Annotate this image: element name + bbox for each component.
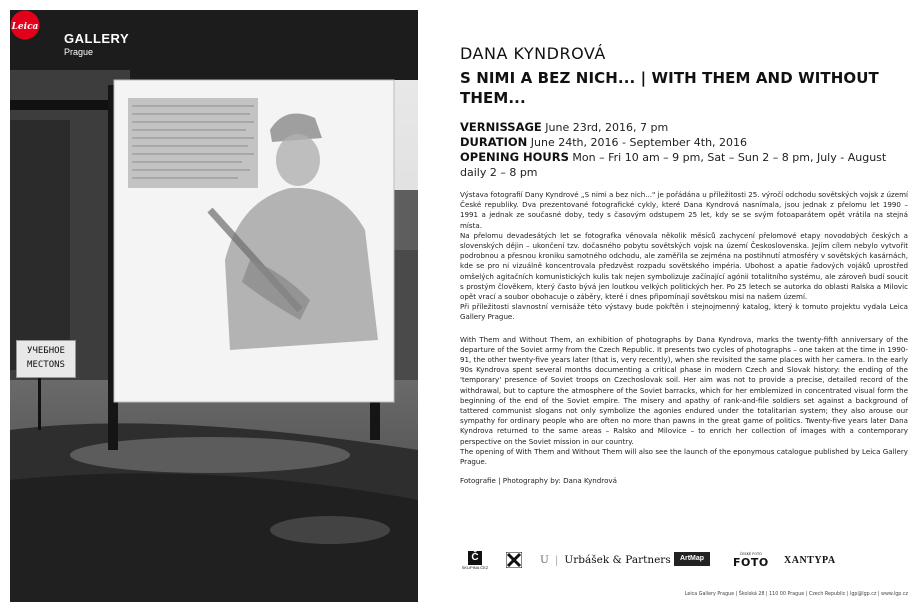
urbasek-name: Urbášek & Partners [564, 554, 671, 566]
street-sign-line2: МЕСТОNS [27, 360, 65, 370]
street-sign [16, 340, 76, 378]
exhibition-info [460, 120, 908, 180]
czech-paragraph-3: Při příležitosti slavnostní vernisáže této výstavy bude pokřtěn i stejnojmenný katalog, který k tomuto projektu vydala Leica Gallery Prague. [460, 302, 908, 322]
skupina-cez-caption: SKUPINA ČEZ [461, 565, 489, 570]
leica-logo-icon [10, 10, 40, 40]
xantypa-logo: XANTYPA [784, 555, 836, 566]
vernissage-label: VERNISSAGE [460, 120, 542, 134]
artmap-logo: ArtMap [674, 552, 710, 566]
foto-logo-text: FOTO [733, 556, 769, 569]
czech-paragraph-1: Výstava fotografií Dany Kyndrové „S nimi a bez nich..." je pořádána u příležitosti 25. výročí odchodu sovětských vojsk z území České republiky. Dva prezentované fotografické cykly, které Dana Kyndrová nasnímala, jsou jednak z přelomu let 1990 – 1991 a jednak ze současné doby, tedy s časovým odstupem 25 let, kdy se se svým fotoaparátem opět vrátila na stejná místa. [460, 190, 908, 230]
gallery-name: GALLERY [64, 31, 130, 46]
duration-label: DURATION [460, 135, 528, 149]
photo-illustration [10, 10, 418, 602]
vernissage-value: June 23rd, 2016, 7 pm [545, 121, 669, 134]
czech-text [460, 190, 908, 323]
exhibition-title: S NIMI A BEZ NICH... | WITH THEM AND WITHOUT THEM... [460, 69, 879, 107]
duration-value: June 24th, 2016 - September 4th, 2016 [530, 136, 748, 149]
x-logo-icon [506, 552, 522, 568]
english-paragraph-1: With Them and Without Them, an exhibition of photographs by Dana Kyndrova, marks the twenty-fifth anniversary of the departure of the Soviet army from the Czech Republic. It presents two cycles of photographs – one taken at the time in 1990-91, the other twenty-five years later (that is, very recently), when she revisited the same places with her camera. In the early 90s Kyndrova spent several months documenting a critical phase in modern Czech and Slovak history: the ending of the 'temporary' presence of Soviet troops on Czechoslovak soil. Her aim was not to provide a precise, detailed record of the withdrawal, but to capture the atmosphere of the Soviet barracks, which for her emblemized in concentrated visual form the beginning of the end of the Soviet empire. The misery and apathy of rank-and-file soldiers set against a background of tattered communist slogans not only symbolize the agonies endured under the totalitarian system; they also arouse our sympathy for ordinary people who are often no more than pawns in the great game of politics. Twenty-five years later Dana Kyndrova returned to the same areas – Ralsko and Milovice – to enrich her collection of images with a contemporary perspective on the Soviet mission in our country. [460, 334, 908, 446]
czech-paragraph-2: Na přelomu devadesátých let se fotografka věnovala několik měsíců zachycení přelomové etapy novodobých českých a slovenských dějin – ukončení tzv. dočasného pobytu sovětských vojsk na území Československa. Jejím cílem nebylo vytvořit podrobnou a přesnou kroniku samotného odchodu, ale zaměřila se zejména na postihnutí atmosféry v sovětských kasárnách, kde se pro ni vizuálně koncentrovala předzvěst rozpadu sovětského impéria. Ubohost a apatie řadových vojáků uprostřed omšelých agitačních komunistických kulis tak nejen symbolizuje začínající agónii totalitního systému, ale zároveň budí soucit s prostým člověkem, který často bývá jen loutkou velkých politických her. Po 25 letech se autorka do oblasti Ralska a Milovic opět vrací a soubor obohacuje o záběry, které i dnes připomínají sovětskou misi na našem území. [460, 230, 908, 302]
artist-name: DANA KYNDROVÁ [460, 44, 606, 63]
skupina-cez-mark: Č [468, 551, 482, 565]
opening-hours-row [460, 150, 908, 180]
gallery-city: Prague [64, 47, 94, 57]
english-paragraph-2: The opening of With Them and Without Them will also see the launch of the eponymous catalogue published by Leica Gallery Prague. [460, 446, 908, 467]
duration-row [460, 135, 908, 150]
foto-logo [733, 552, 769, 569]
street-sign-line1: УЧЕБНОЕ [27, 346, 65, 356]
urbasek-divider: | [554, 554, 559, 566]
sponsor-logos [460, 551, 908, 577]
skupina-cez-logo [460, 551, 490, 571]
opening-hours-value: Mon – Fri 10 am – 9 pm, Sat – Sun 2 – 8 pm, July - August daily 2 – 8 pm [460, 151, 887, 179]
exhibition-photo [10, 10, 418, 602]
foto-logo-small: ČESKÉ FOTO [739, 552, 762, 556]
opening-hours-label: OPENING HOURS [460, 150, 569, 164]
urbasek-mark: U [540, 554, 549, 566]
english-text [460, 335, 908, 468]
urbasek-partners-logo [540, 554, 671, 566]
photo-credit: Fotografie | Photography by: Dana Kyndrová [460, 476, 617, 486]
footer-contact: Leica Gallery Prague | Školská 28 | 110 00 Prague | Czech Republic | lgp@lgp.cz | www.lgp.cz [684, 592, 908, 597]
text-column [460, 44, 908, 486]
vernissage-row [460, 120, 908, 135]
leica-logo-text: Leica [11, 22, 39, 32]
